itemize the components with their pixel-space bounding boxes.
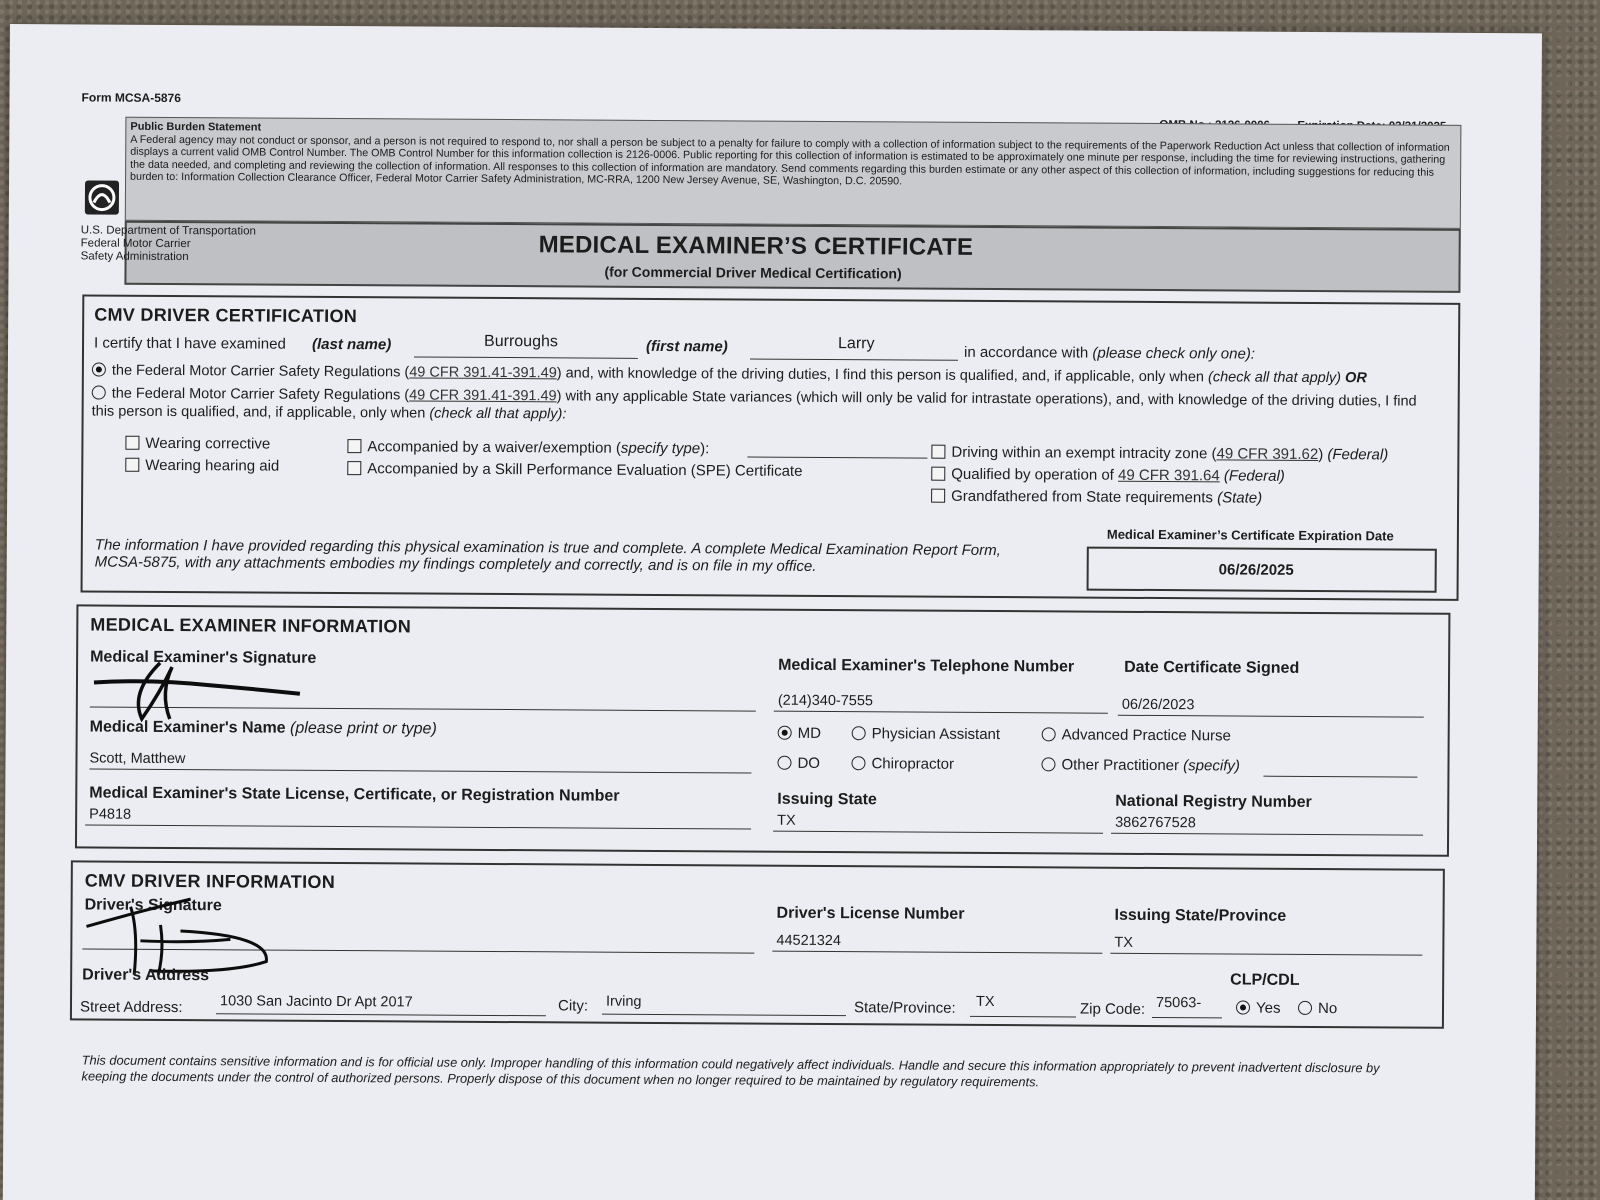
cfr-link-1[interactable]: 49 CFR 391.41-391.49 — [409, 364, 557, 382]
pa-option[interactable]: Physician Assistant — [852, 725, 1001, 743]
driver-info-heading: CMV DRIVER INFORMATION — [84, 870, 336, 893]
date-signed-label: Date Certificate Signed — [1124, 658, 1300, 677]
grandfathered-checkbox[interactable] — [931, 489, 945, 503]
attestation-text: The information I have provided regarding this physical examination is true and complete. A complete Medical Examination Report Form, MCSA-5875, with any attachments embodies my findings completely and correctly, and is on file in my office. — [94, 536, 1001, 575]
license-value[interactable]: P4818 — [89, 806, 132, 823]
wearing-corrective-option[interactable]: Wearing corrective — [125, 435, 270, 453]
burden-text: A Federal agency may not conduct or sponsor, and a person is not required to respond to, nor shall a person be subject to a penalty for failure to comply with a collection of information subject to the requirements of the Paperwork Reduction Act unless that collection of information displays a current valid OMB Control Number. The OMB Control Number for this information collection is 2126-0006. Public reporting for this collection of information is estimated to be approximately one minute per response, including the time for reviewing instructions, gathering the data needed, and completing and reviewing the collection of information. All responses to this collection of information are mandatory. Send comments regarding this burden estimate or any other aspect of this collection of information, including suggestions for reducing this burden to: Information Collection Clearance Officer, Federal Motor Carrier Safety Administration, MC-RRA, 1200 New Jersey Avenue, SE, Washington, D.C. 20590. — [130, 133, 1450, 188]
md-radio[interactable] — [778, 726, 792, 740]
wearing-hearing-checkbox[interactable] — [125, 458, 139, 472]
qualified-operation-checkbox[interactable] — [931, 467, 945, 481]
spe-checkbox[interactable] — [347, 461, 361, 475]
expiration-date-label: Medical Examiner’s Certificate Expiration Date — [1106, 526, 1394, 544]
agency-name: U.S. Department of Transportation Federal Motor Carrier Safety Administration — [80, 224, 256, 264]
qualified-operation-option[interactable]: Qualified by operation of 49 CFR 391.64 (Federal) — [931, 466, 1285, 485]
chiropractor-radio[interactable] — [851, 756, 865, 770]
examiner-name-label: Medical Examiner's Name (please print or type) — [89, 718, 437, 738]
dot-logo — [85, 180, 119, 214]
telephone-label: Medical Examiner's Telephone Number — [778, 656, 1075, 676]
first-name-value[interactable]: Larry — [838, 335, 875, 353]
license-label: Medical Examiner's State License, Certificate, or Registration Number — [89, 784, 620, 805]
form-number: Form MCSA-5876 — [81, 90, 181, 106]
license-state-value[interactable]: TX — [1114, 934, 1133, 951]
waiver-option[interactable]: Accompanied by a waiver/exemption (specify type): — [347, 438, 709, 457]
clp-no-radio[interactable] — [1298, 1001, 1312, 1015]
examiner-signature-label: Medical Examiner's Signature — [90, 648, 317, 667]
issuing-state-value[interactable]: TX — [777, 812, 796, 829]
wearing-hearing-option[interactable]: Wearing hearing aid — [125, 457, 279, 475]
public-burden-statement — [125, 117, 1462, 229]
state-variance-radio[interactable] — [92, 386, 106, 400]
accordance-text: in accordance with (please check only one): — [963, 343, 1256, 363]
chiropractor-option[interactable]: Chiropractor — [851, 755, 954, 773]
state-province-value[interactable]: TX — [975, 993, 995, 1011]
page-title: MEDICAL EXAMINER’S CERTIFICATE — [538, 231, 974, 261]
intracity-option[interactable]: Driving within an exempt intracity zone (49 CFR 391.62) (Federal) — [931, 444, 1388, 464]
issuing-state-label: Issuing State — [777, 790, 877, 809]
wearing-corrective-checkbox[interactable] — [125, 436, 139, 450]
cfr-link-2[interactable]: 49 CFR 391.41-391.49 — [409, 387, 557, 405]
city-value[interactable]: Irving — [605, 993, 642, 1010]
spe-option[interactable]: Accompanied by a Skill Performance Evaluation (SPE) Certificate — [347, 460, 802, 480]
driver-certification-heading: CMV DRIVER CERTIFICATION — [94, 304, 358, 327]
license-number-label: Driver's License Number — [776, 904, 965, 923]
state-province-label: State/Province: — [853, 999, 956, 1017]
option-state-variances[interactable]: the Federal Motor Carrier Safety Regulations (49 CFR 391.41-391.49) with any applicable State variances (which will only be valid for intrastate operations), and, with knowledge of the driving duties, I find this person is qualified, and, if applicable, only when (check all that apply): — [91, 385, 1417, 423]
clp-no-option[interactable]: No — [1298, 1000, 1337, 1017]
burden-title: Public Burden Statement — [130, 120, 262, 134]
option-federal[interactable]: the Federal Motor Carrier Safety Regulations (49 CFR 391.41-391.49) and, with knowledge of the driving duties, I find this person is qualified, and, if applicable, only when (check all that apply) OR — [92, 363, 1442, 387]
clp-yes-radio[interactable] — [1236, 1001, 1250, 1015]
clp-yes-option[interactable]: Yes — [1236, 1000, 1281, 1017]
city-label: City: — [557, 997, 589, 1015]
clp-cdl-label: CLP/CDL — [1230, 971, 1300, 989]
registry-label: National Registry Number — [1115, 792, 1312, 811]
other-radio[interactable] — [1041, 757, 1055, 771]
examiner-name-value[interactable]: Scott, Matthew — [89, 750, 186, 768]
grandfathered-option[interactable]: Grandfathered from State requirements (State) — [931, 488, 1262, 507]
zip-label: Zip Code: — [1079, 1000, 1146, 1018]
waiver-checkbox[interactable] — [347, 439, 361, 453]
last-name-value[interactable]: Burroughs — [484, 332, 558, 351]
telephone-value[interactable]: (214)340-7555 — [777, 692, 874, 710]
street-value[interactable]: 1030 San Jacinto Dr Apt 2017 — [219, 993, 413, 1011]
first-name-label: (first name) — [645, 337, 728, 356]
license-state-label: Issuing State/Province — [1114, 906, 1287, 925]
do-radio[interactable] — [777, 756, 791, 770]
md-option[interactable]: MD — [778, 725, 821, 742]
last-name-label: (last name) — [311, 335, 392, 354]
certificate-page — [3, 24, 1542, 1200]
date-signed-value[interactable]: 06/26/2023 — [1121, 696, 1195, 714]
zip-value[interactable]: 75063- — [1155, 995, 1202, 1012]
pa-radio[interactable] — [852, 726, 866, 740]
registry-value[interactable]: 3862767528 — [1115, 814, 1196, 832]
footer-notice: This document contains sensitive information and is for official use only. Improper handling of this information could negatively affect individuals. Handle and secure this information appropriately to prevent inadvertent disclosure by keeping the documents under the control of authorized persons. Properly dispose of this document when no longer required to be maintained by regulatory requirements. — [81, 1052, 1380, 1090]
do-option[interactable]: DO — [777, 755, 820, 772]
intracity-checkbox[interactable] — [931, 445, 945, 459]
page-subtitle: (for Commercial Driver Medical Certification) — [604, 263, 902, 282]
federal-radio[interactable] — [92, 363, 106, 377]
other-practitioner-option[interactable]: Other Practitioner (specify) — [1041, 756, 1240, 774]
license-number-value[interactable]: 44521324 — [776, 932, 841, 950]
examiner-signature-image — [90, 653, 310, 724]
apn-radio[interactable] — [1042, 727, 1056, 741]
apn-option[interactable]: Advanced Practice Nurse — [1042, 726, 1231, 744]
examiner-heading: MEDICAL EXAMINER INFORMATION — [90, 614, 412, 637]
expiration-date-value[interactable]: 06/26/2025 — [1218, 561, 1294, 579]
cfr-link-intracity[interactable]: 49 CFR 391.62 — [1216, 445, 1319, 463]
driver-address-label: Driver's Address — [82, 966, 210, 985]
street-label: Street Address: — [79, 998, 183, 1017]
cfr-link-qualified[interactable]: 49 CFR 391.64 — [1117, 466, 1220, 485]
certify-lead: I certify that I have examined — [94, 334, 286, 353]
driver-signature-label: Driver's Signature — [84, 896, 222, 915]
